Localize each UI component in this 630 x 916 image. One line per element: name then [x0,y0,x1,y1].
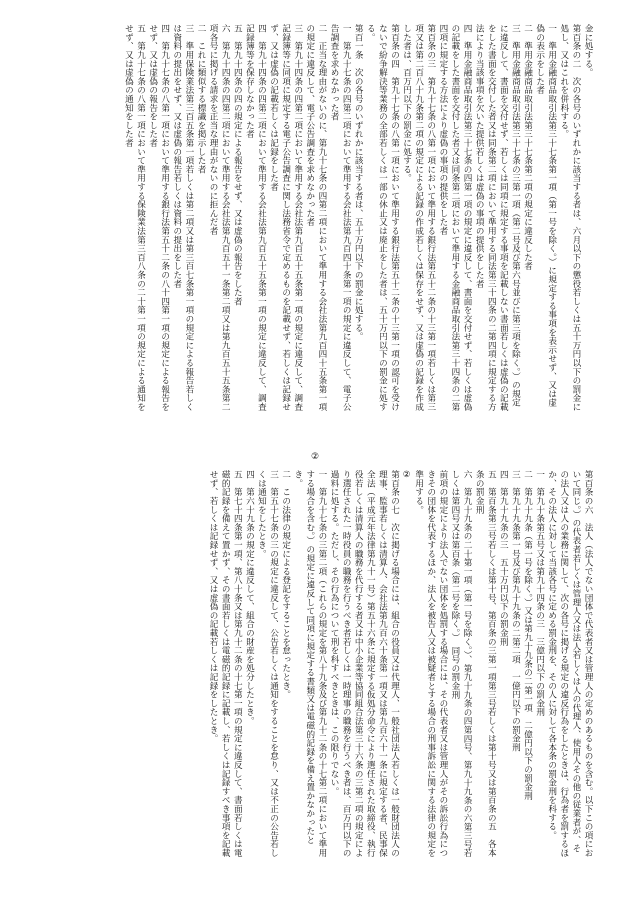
upper-vertical-text: 金に処する。 第百条の二 次の各号のいずれかに該当する者は、六月以下の懲役若しくは五十万円以下の罰金に処し、又はこれを併科する。 一 準用金融商品取引法第三十七条第一項（第一号を除く。）に規定する事項を表示せず、又は虚偽の表示をした者 二 準用金融商品取引法第三十七条第二項の規定に違反した者 三 準用金融商品取引法第三十七条の三第一項（第二号及び第六号並びに第三項を除く。）の規定に違反して、書面を交付せず、若しくは同項に規定する事項を記載しない書面若しくは虚偽の記載をした書面を交付した者又は同条第二項において準用する同法第三十四条の二第四項に規定する方法により当該事項を欠いた提供若しくは虚偽の事項の提供をした者 四 準用金融商品取引法第三十七条の四第一項の規定に違反して、書面を交付せず、若しくは虚偽の記載をした書面を交付した者又は同条第二項において準用する金融商品取引法第三十四条の二第四項に規定する方法により虚偽の事項の提供をした者 第百条の三 第九十七条の八第一項において準用する銀行法第五十二条の十三第一項若しくは第三項又は第二百八十九条第二項の規定による記録の作成若しくは保存をせず、又は虚偽の記録を作成した者は、百万円以下の罰金に処する。 第百条の四 第九十七条の八第一項において準用する銀行法第五十二条の十三第一項の認可を受けないで紛争解決等業務の全部若しくは一部の休止又は廃止をした者は、五十万円以下の罰金に処する。 第百一条 次の各号のいずれかに該当する者は、五十万円以下の罰金に処する。 一 第九十七条の四第二項において準用する会社法第九百四十条第一項の規定に違反して、電子公告調査を求めなかった者 二 正当な理由がないのに、第九十七条の四第二項において準用する会社法第九百四十五条第一項の規定に違反して、電子公告調査を求めなかった者 三 第九十四条の四第二項において準用する会社法第九百五十五条第一項の規定に違反して、調査記録簿等に同項に規定する電子公告調査に関し法務省令で定めるものを記載せず、若しくは記録せず、又は虚偽の記載若しくは記録をした者 四 第九十四条の四第二項において準用する会社法第九百五十五条第一項の規定に違反して、調査記録簿等を保存しなかった者 五 第九十四条の四の規定による報告をせず、又は虚偽の報告をした者 六 第九十四条の四第二項において準用する会社法第九百五十一条第二項又は第九百五十五条第二項各号に掲げる請求を正当な理由がないのに拒んだ者 二 これに類似する標識を掲示した者 三 準用保険業法第三百五条第一項若しくは第二項又は第三百七条第一項の規定による報告若しくは資料の提出をせず、又は虚偽の報告若しくは資料の提出をした者 四 第九十七条の八第一項において準用する銀行法第五十二条の八十四第一項の規定による報告をせず、又は虚偽の報告をした者 五 第九十七条の八第一項において準用する保険業法第三百八条の二十第一項の規定による通知をせず、又は虚偽の通知をした者 [123,24,593,412]
lower-text-block [38,470,594,860]
lower-vertical-text: 第百条の六 法人（法人でない団体で代表者又は管理人の定めのあるものを含む。以下この項において同じ。）の代表者若しくは管理人又は法人若しくは人の代理人、使用人その他の従業者が、その法人又は人の業務に関して、次の各号に掲げる規定の違反行為をしたときは、行為者を罰するほか、その法人に対して当該各号に定める罰金刑を、その人に対して各本条の罰金刑を科する。 一 第九十条第五号又は第九十四条の三 三億円以下の罰金刑 二 第九十九条（第一号を除く。）又は第九十九条の二第一項 二億円以下の罰金刑 三 第九十九条第一号及び第九十九条の二第二項 一億円以下の罰金刑 四 第九十九条の三 五十万円以下の罰金刑 五 第百条第三号若しくは第十号、第百条の三第一項第三号若しくは第十号又は第百条の五 各本条の罰金刑 六 第九十九条の二十第一項（第一号を除く。）、第九十九条の四第四号、第九十九条の六第三号若しくは第四号又は第百条（第二号を除く。） 同号の罰金刑 前項の規定により法人でない団体を処罰する場合には、その代表者又は管理人がその訴訟行為につきその団体を代表するほか、法人を被告人又は被疑者とする場合の刑事訴訟に関する法律の規定を準用する。 ② 第百条の七 次に掲げる場合には、組合の役員又は代理人、一般社団法人若しくは一般財団法人の理事、監事若しくは清算人、会社法第九百六十条第一項又は第九百六十一条に規定する者、民事保全法（平成元年法律第九十一号）第五十六条に規定する仮処分命令により選任された取締役、執行役若しくは清算人の職務を代行する者又は中小企業等協同組合法第三十六条の三第二項の規定により選任された一時役員の職務を行うべき者若しくは一時理事の職務を行うべき者は、百万円以下の過料に処する。ただし、その行為について刑を科すべきときは、この限りでない。 一 第九十七条の三第二項（これらの規定を第八十九条及び第九十二条の十七第二項において準用する場合を含む。）の規定に違反して同項に規定する書類又は電磁的記録を備え置かなかったとき。 二 この法律の規定による登記をすることを怠ったとき。 三 第五十七条の三の規定に違反して、公告若しくは通知をすることを怠り、又は不正の公告若しくは通知をしたとき。 四 第六十九条の規定に違反して、組合の財産を処分したとき。 五 第七十四条第一項、第八十条又は第九十二条の十七第一項の規定に違反して、書面若しくは電磁的記録を備えて置かず、その書面若しくは電磁的記録に記載し、若しくは記録すべき事項を記載せず、若しくは記録せず、又は虚偽の記載若しくは記録をしたとき。 [208,470,593,858]
upper-text-block [38,24,594,414]
page-number: ② [310,452,320,462]
